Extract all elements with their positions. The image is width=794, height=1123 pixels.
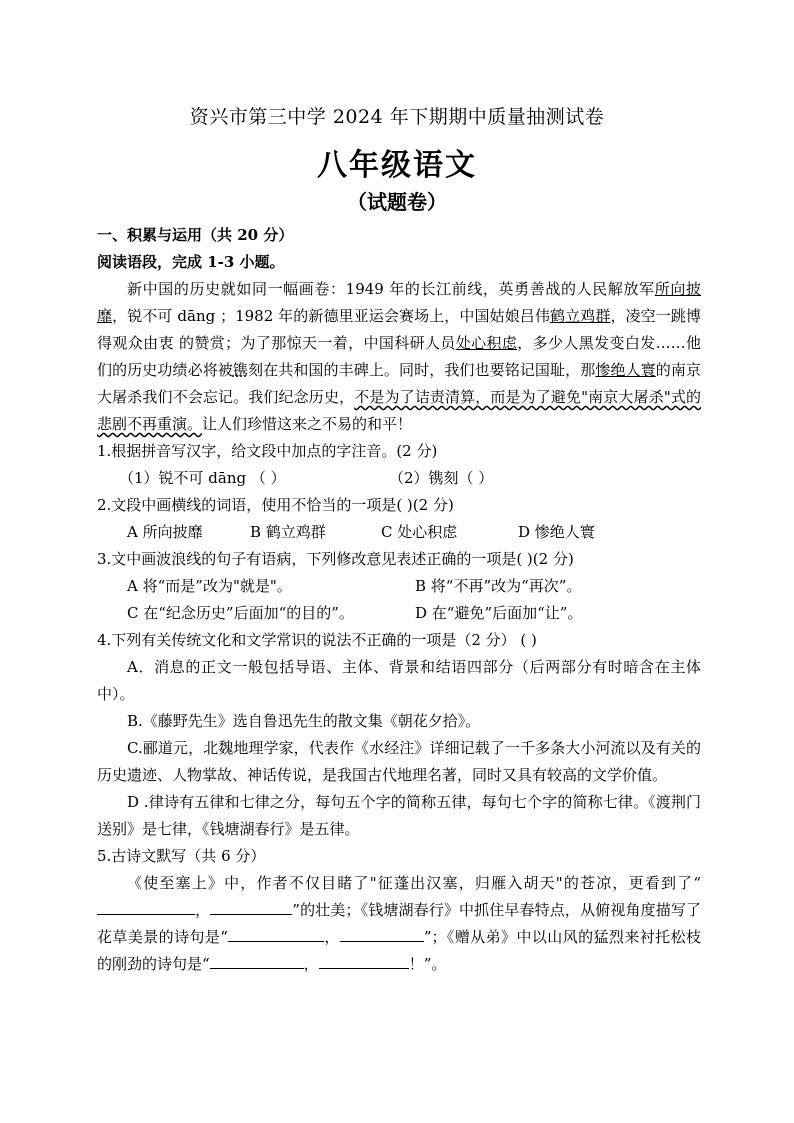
answer-blank[interactable] (97, 897, 195, 915)
q5-text: ， (323, 928, 340, 946)
passage-text: 新中国的历史就如同一幅画卷：1949 年的长江前线，英勇善战的人民解放军 (127, 280, 655, 298)
q5-text: ”的壮美；《钱塘湖春行》中抓住早春特点，从俯视角度描写了花草美景的诗句是“ (97, 901, 701, 946)
question-3-option-a: A 将“而是”改为"就是"。 (127, 577, 292, 595)
answer-blank[interactable] (340, 924, 424, 942)
q5-text: ”。 (423, 955, 447, 973)
passage-text: ，多少人黑发变白发……他们的历史功绩必将被 (97, 334, 701, 379)
exam-content (97, 222, 701, 978)
underlined-word: 鹤立鸡群 (550, 307, 611, 325)
question-3-stem: 3.文中画波浪线的句子有语病，下列修改意见表述正确的一项是( )(2 分) (97, 550, 574, 568)
passage-text: 让人们珍惜这来之不易的和平！ (202, 415, 413, 433)
q5-text: ， (303, 955, 319, 973)
question-3-option-c: C 在“纪念历史”后面加“的目的”。 (127, 604, 354, 622)
dotted-character: 镌 (232, 361, 249, 379)
question-3-options-row2 (97, 600, 701, 627)
question-1-stem: 1.根据拼音写汉字，给文段中加点的字注音。(2 分) (97, 442, 438, 460)
underlined-word: 惨绝人寰 (595, 361, 656, 379)
paper-type-title: （试题卷） (347, 190, 447, 214)
passage-text: ，锐不可 dāng ；1982 年的新德里亚运会赛场上，中国姑娘吕伟 (112, 307, 551, 325)
question-5-stem: 5.古诗文默写（共 6 分） (97, 847, 266, 865)
question-2-stem: 2.文段中画横线的词语，使用不恰当的一项是( )(2 分) (97, 496, 454, 514)
question-2-option-d: D 惨绝人寰 (518, 523, 595, 541)
question-4-stem: 4.下列有关传统文化和文学常识的说法不正确的一项是（2 分） ( ) (97, 631, 537, 649)
q5-text: ！ (408, 955, 424, 973)
question-1-items (97, 465, 701, 492)
passage-text: 刻在共和国的丰碑上。同时，我们也要铭记国耻，那 (248, 361, 596, 379)
question-4-option-a: A．消息的正文一般包括导语、主体、背景和结语四部分（后两部分有时暗含在主体中）。 (97, 658, 701, 703)
question-1-item-b: （2）镌刻（ ） (389, 469, 494, 487)
underlined-word: 所向披靡 (97, 280, 701, 325)
question-2-options (97, 519, 701, 546)
answer-blank[interactable] (210, 951, 304, 969)
question-5-body (97, 870, 701, 978)
underlined-word: 处心积虑 (455, 334, 518, 352)
q5-text: “ (693, 874, 701, 892)
question-3-options-row1 (97, 573, 701, 600)
question-4-option-b: B.《藤野先生》选自鲁迅先生的散文集《朝花夕拾》。 (127, 712, 481, 730)
question-2-option-a: A 所向披靡 (127, 523, 203, 541)
reading-passage (97, 276, 701, 438)
question-4-option-d: D .律诗有五律和七律之分，每句五个字的简称五律，每句七个字的简称七律。《渡荆门送别》是七律，《钱塘湖春行》是五律。 (97, 793, 701, 838)
question-1-item-a: （1）锐不可 dāng （ ） (119, 469, 286, 487)
answer-blank[interactable] (319, 951, 409, 969)
q5-text: 《使至塞上》中，作者不仅目睹了"征蓬出汉塞，归雁入胡天"的苍凉，更看到了 (127, 874, 694, 892)
section-heading: 一、积累与运用（共 20 分） (97, 226, 294, 244)
grade-subject-title: 八年级语文 (317, 148, 477, 183)
passage-text: ，凌空一跳博得观众由衷 的赞赏；为了那惊天一着，中国科研人员 (97, 307, 701, 352)
question-3-option-b: B 将“不再”改为“再次”。 (415, 577, 582, 595)
wavy-underlined-sentence: 不是为了诘责清算，而是为了避免"南京大屠杀"式的悲剧不再重演。 (97, 388, 701, 433)
answer-blank[interactable] (210, 897, 292, 915)
question-2-option-b: B 鹤立鸡群 (250, 523, 326, 541)
answer-blank[interactable] (228, 924, 324, 942)
reading-instruction: 阅读语段，完成 1-3 小题。 (97, 253, 285, 271)
q5-text: ”；《赠从弟》中以山风的猛烈来衬托松枝的刚劲的诗句是“ (97, 928, 701, 973)
q5-text: ， (195, 901, 211, 919)
question-2-option-c: C 处心积虑 (381, 523, 458, 541)
question-4-option-c: C.郦道元，北魏地理学家，代表作《水经注》详细记载了一千多条大小河流以及有关的历史遗迹、人物掌故、神话传说，是我国古代地理名著，同时又具有较高的文学价值。 (97, 739, 701, 784)
question-3-option-d: D 在“避免”后面加“让”。 (415, 604, 583, 622)
school-title: 资兴市第三中学 2024 年下期期中质量抽测试卷 (189, 106, 605, 128)
passage-text: 的南京大屠杀我们不会忘记。我们纪念历史， (97, 361, 701, 406)
